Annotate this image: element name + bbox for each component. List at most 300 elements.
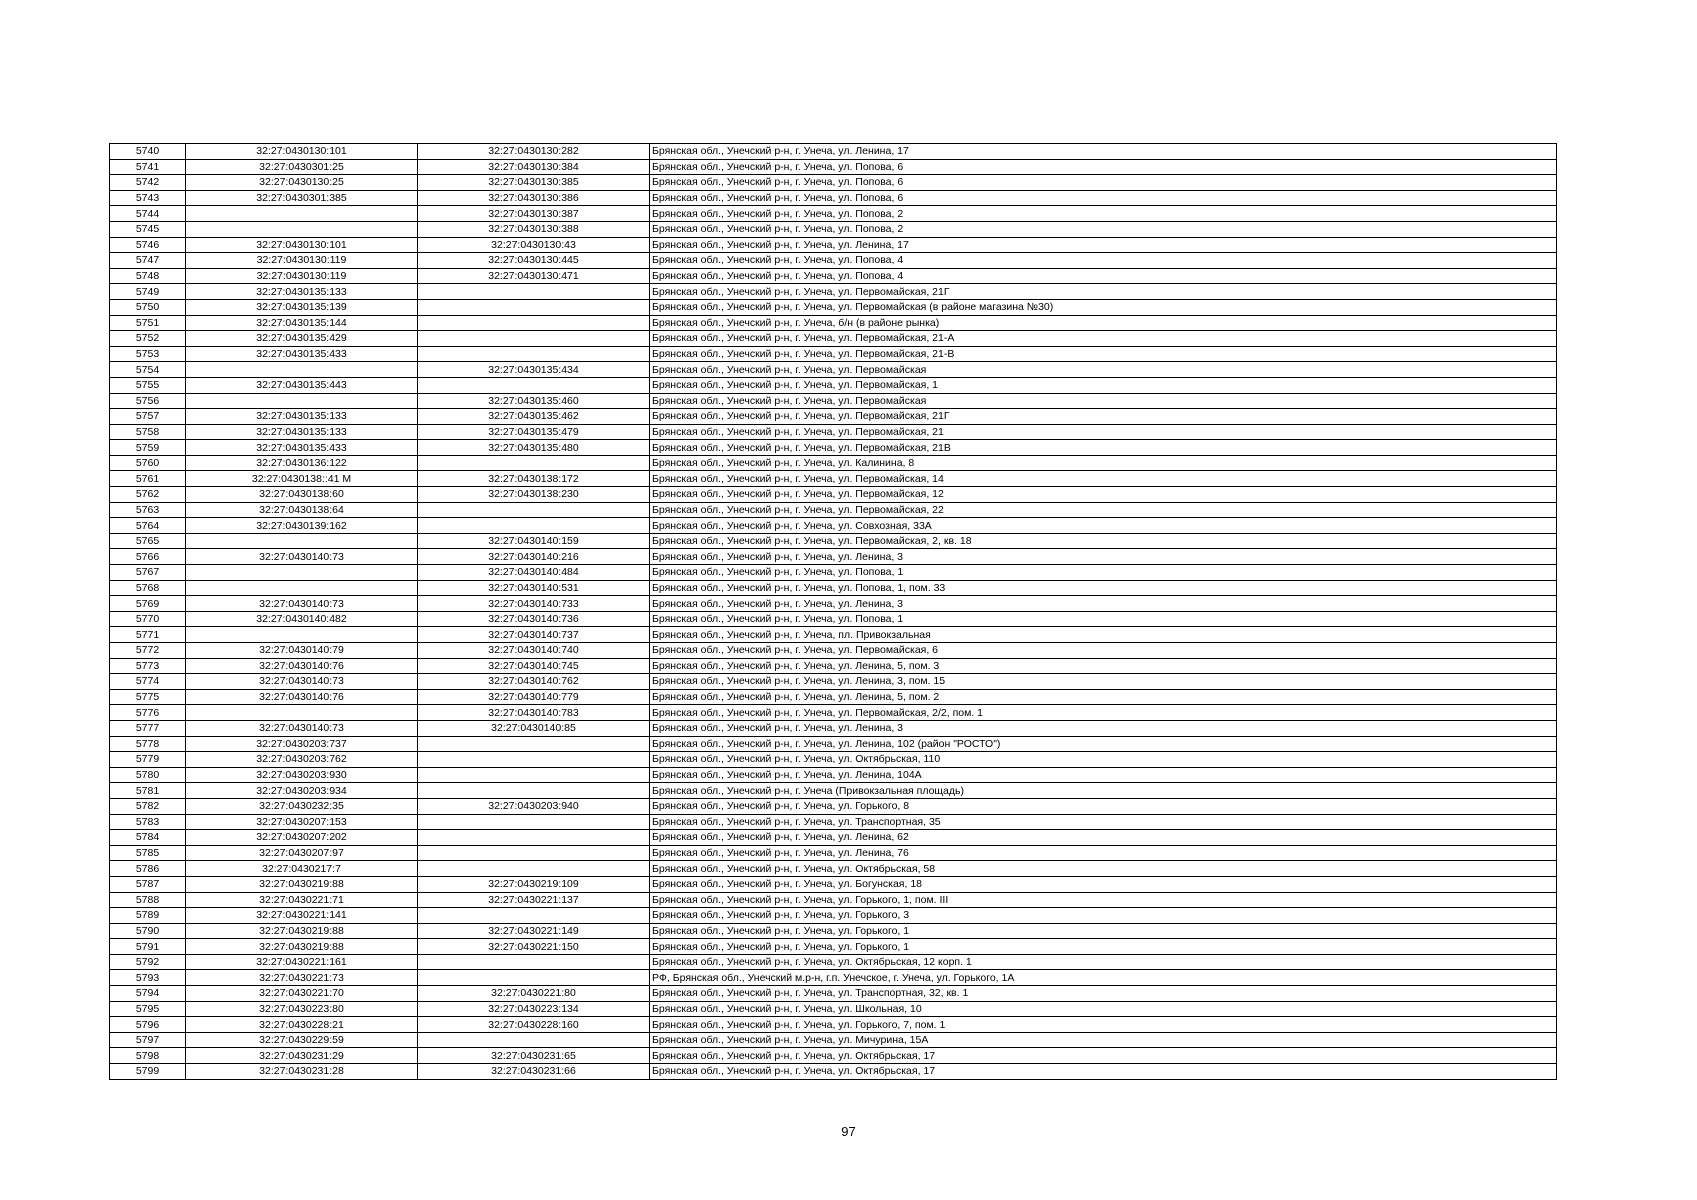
address-cell: Брянская обл., Унечский р-н, г. Унеча, ул. Ленина, 3	[650, 596, 1557, 612]
address-cell: Брянская обл., Унечский р-н, г. Унеча, ул. Первомайская, 22	[650, 502, 1557, 518]
row-number-cell: 5761	[110, 471, 186, 487]
parcel-number-cell: 32:27:0430138:60	[186, 487, 418, 503]
parcel-number-cell: 32:27:0430138::41 М	[186, 471, 418, 487]
object-number-cell: 32:27:0430140:745	[418, 658, 650, 674]
table-row	[110, 502, 1557, 518]
parcel-number-cell: 32:27:0430135:133	[186, 424, 418, 440]
parcel-number-cell: 32:27:0430228:21	[186, 1017, 418, 1033]
address-cell: Брянская обл., Унечский р-н, г. Унеча, ул. Октябрьская, 17	[650, 1048, 1557, 1064]
parcel-number-cell	[186, 533, 418, 549]
parcel-number-cell: 32:27:0430140:73	[186, 720, 418, 736]
address-cell: Брянская обл., Унечский р-н, г. Унеча, ул. Попова, 4	[650, 268, 1557, 284]
address-cell: Брянская обл., Унечский р-н, г. Унеча, ул. Первомайская, 21-А	[650, 331, 1557, 347]
object-number-cell	[418, 299, 650, 315]
table-row	[110, 970, 1557, 986]
address-cell: Брянская обл., Унечский р-н, г. Унеча, ул. Попова, 2	[650, 221, 1557, 237]
table-row	[110, 565, 1557, 581]
parcel-number-cell	[186, 393, 418, 409]
table-row	[110, 923, 1557, 939]
address-cell: Брянская обл., Унечский р-н, г. Унеча, ул. Октябрьская, 17	[650, 1064, 1557, 1080]
row-number-cell: 5775	[110, 689, 186, 705]
parcel-number-cell: 32:27:0430217:7	[186, 861, 418, 877]
table-row	[110, 331, 1557, 347]
address-cell: Брянская обл., Унечский р-н, г. Унеча, ул. Горького, 3	[650, 908, 1557, 924]
table-row	[110, 424, 1557, 440]
address-cell: Брянская обл., Унечский р-н, г. Унеча, ул. Ленина, 5, пом. 2	[650, 689, 1557, 705]
table-row	[110, 549, 1557, 565]
parcel-number-cell: 32:27:0430140:76	[186, 689, 418, 705]
address-cell: Брянская обл., Унечский р-н, г. Унеча, ул. Первомайская	[650, 393, 1557, 409]
object-number-cell	[418, 970, 650, 986]
table-row	[110, 1064, 1557, 1080]
table-row	[110, 814, 1557, 830]
row-number-cell: 5773	[110, 658, 186, 674]
object-number-cell: 32:27:0430135:460	[418, 393, 650, 409]
object-number-cell: 32:27:0430140:216	[418, 549, 650, 565]
object-number-cell: 32:27:0430221:137	[418, 892, 650, 908]
object-number-cell	[418, 1032, 650, 1048]
row-number-cell: 5782	[110, 798, 186, 814]
row-number-cell: 5785	[110, 845, 186, 861]
parcel-number-cell: 32:27:0430232:35	[186, 798, 418, 814]
table-row	[110, 253, 1557, 269]
parcel-number-cell: 32:27:0430136:122	[186, 455, 418, 471]
table-row	[110, 658, 1557, 674]
table-row	[110, 705, 1557, 721]
address-cell: Брянская обл., Унечский р-н, г. Унеча, ул. Горького, 1, пом. III	[650, 892, 1557, 908]
address-cell: Брянская обл., Унечский р-н, г. Унеча, ул. Первомайская, 1	[650, 377, 1557, 393]
row-number-cell: 5741	[110, 159, 186, 175]
object-number-cell: 32:27:0430203:940	[418, 798, 650, 814]
row-number-cell: 5780	[110, 767, 186, 783]
row-number-cell: 5747	[110, 253, 186, 269]
parcel-number-cell: 32:27:0430221:71	[186, 892, 418, 908]
parcel-number-cell: 32:27:0430223:80	[186, 1001, 418, 1017]
address-cell: Брянская обл., Унечский р-н, г. Унеча, ул. Первомайская, 2, кв. 18	[650, 533, 1557, 549]
parcel-number-cell: 32:27:0430130:119	[186, 268, 418, 284]
object-number-cell: 32:27:0430140:762	[418, 674, 650, 690]
row-number-cell: 5774	[110, 674, 186, 690]
parcel-number-cell: 32:27:0430301:385	[186, 190, 418, 206]
row-number-cell: 5790	[110, 923, 186, 939]
table-row	[110, 144, 1557, 160]
parcel-number-cell: 32:27:0430130:101	[186, 144, 418, 160]
table-row	[110, 752, 1557, 768]
table-row	[110, 611, 1557, 627]
parcel-number-cell: 32:27:0430207:202	[186, 830, 418, 846]
row-number-cell: 5742	[110, 175, 186, 191]
row-number-cell: 5786	[110, 861, 186, 877]
address-cell: Брянская обл., Унечский р-н, г. Унеча, ул. Первомайская, 2/2, пом. 1	[650, 705, 1557, 721]
object-number-cell	[418, 377, 650, 393]
table-row	[110, 377, 1557, 393]
parcel-number-cell: 32:27:0430203:737	[186, 736, 418, 752]
parcel-number-cell: 32:27:0430135:139	[186, 299, 418, 315]
address-cell: Брянская обл., Унечский р-н, г. Унеча, ул. Первомайская, 12	[650, 487, 1557, 503]
table-row	[110, 362, 1557, 378]
row-number-cell: 5789	[110, 908, 186, 924]
table-row	[110, 206, 1557, 222]
address-cell: Брянская обл., Унечский р-н, г. Унеча, ул. Первомайская, 21Г	[650, 284, 1557, 300]
row-number-cell: 5746	[110, 237, 186, 253]
object-number-cell: 32:27:0430130:43	[418, 237, 650, 253]
address-cell: Брянская обл., Унечский р-н, г. Унеча, ул. Попова, 1	[650, 565, 1557, 581]
object-number-cell: 32:27:0430140:737	[418, 627, 650, 643]
row-number-cell: 5787	[110, 876, 186, 892]
address-cell: Брянская обл., Унечский р-н, г. Унеча, ул. Транспортная, 35	[650, 814, 1557, 830]
parcel-number-cell: 32:27:0430140:73	[186, 596, 418, 612]
address-cell: Брянская обл., Унечский р-н, г. Унеча, ул. Попова, 1, пом. 33	[650, 580, 1557, 596]
table-row	[110, 393, 1557, 409]
object-number-cell	[418, 908, 650, 924]
address-cell: Брянская обл., Унечский р-н, г. Унеча, ул. Калинина, 8	[650, 455, 1557, 471]
parcel-number-cell	[186, 580, 418, 596]
object-number-cell	[418, 315, 650, 331]
parcel-number-cell	[186, 705, 418, 721]
address-cell: Брянская обл., Унечский р-н, г. Унеча, ул. Первомайская, 6	[650, 643, 1557, 659]
table-row	[110, 939, 1557, 955]
parcel-number-cell: 32:27:0430207:153	[186, 814, 418, 830]
address-cell: Брянская обл., Унечский р-н, г. Унеча, ул. Первомайская, 21Г	[650, 409, 1557, 425]
parcel-number-cell: 32:27:0430135:144	[186, 315, 418, 331]
parcel-number-cell: 32:27:0430135:433	[186, 440, 418, 456]
row-number-cell: 5794	[110, 986, 186, 1002]
table-row	[110, 455, 1557, 471]
row-number-cell: 5792	[110, 954, 186, 970]
object-number-cell: 32:27:0430130:388	[418, 221, 650, 237]
parcel-number-cell: 32:27:0430219:88	[186, 939, 418, 955]
table-row	[110, 299, 1557, 315]
row-number-cell: 5770	[110, 611, 186, 627]
table-row	[110, 596, 1557, 612]
row-number-cell: 5753	[110, 346, 186, 362]
object-number-cell	[418, 845, 650, 861]
address-cell: Брянская обл., Унечский р-н, г. Унеча, ул. Ленина, 62	[650, 830, 1557, 846]
table-row	[110, 471, 1557, 487]
address-cell: Брянская обл., Унечский р-н, г. Унеча, ул. Первомайская, 21В	[650, 440, 1557, 456]
address-cell: Брянская обл., Унечский р-н, г. Унеча, ул. Богунская, 18	[650, 876, 1557, 892]
row-number-cell: 5778	[110, 736, 186, 752]
parcel-number-cell: 32:27:0430140:73	[186, 549, 418, 565]
object-number-cell: 32:27:0430231:65	[418, 1048, 650, 1064]
row-number-cell: 5740	[110, 144, 186, 160]
address-cell: Брянская обл., Унечский р-н, г. Унеча, пл. Привокзальная	[650, 627, 1557, 643]
row-number-cell: 5748	[110, 268, 186, 284]
parcel-number-cell: 32:27:0430221:73	[186, 970, 418, 986]
parcel-number-cell	[186, 206, 418, 222]
table-row	[110, 908, 1557, 924]
address-cell: Брянская обл., Унечский р-н, г. Унеча, ул. Ленина, 3	[650, 720, 1557, 736]
row-number-cell: 5754	[110, 362, 186, 378]
object-number-cell	[418, 814, 650, 830]
object-number-cell	[418, 767, 650, 783]
address-cell: Брянская обл., Унечский р-н, г. Унеча, ул. Попова, 6	[650, 159, 1557, 175]
address-cell: Брянская обл., Унечский р-н, г. Унеча, ул. Октябрьская, 58	[650, 861, 1557, 877]
address-cell: Брянская обл., Унечский р-н, г. Унеча, ул. Ленина, 17	[650, 237, 1557, 253]
table-row	[110, 627, 1557, 643]
row-number-cell: 5788	[110, 892, 186, 908]
object-number-cell	[418, 518, 650, 534]
row-number-cell: 5769	[110, 596, 186, 612]
object-number-cell	[418, 284, 650, 300]
object-number-cell: 32:27:0430140:736	[418, 611, 650, 627]
table-row	[110, 487, 1557, 503]
parcel-number-cell: 32:27:0430203:930	[186, 767, 418, 783]
object-number-cell: 32:27:0430140:484	[418, 565, 650, 581]
object-number-cell	[418, 861, 650, 877]
row-number-cell: 5764	[110, 518, 186, 534]
parcel-number-cell: 32:27:0430207:97	[186, 845, 418, 861]
parcel-number-cell: 32:27:0430221:141	[186, 908, 418, 924]
object-number-cell	[418, 502, 650, 518]
table-row	[110, 643, 1557, 659]
row-number-cell: 5776	[110, 705, 186, 721]
object-number-cell: 32:27:0430135:462	[418, 409, 650, 425]
row-number-cell: 5783	[110, 814, 186, 830]
address-cell: Брянская обл., Унечский р-н, г. Унеча, ул. Первомайская	[650, 362, 1557, 378]
row-number-cell: 5755	[110, 377, 186, 393]
address-cell: Брянская обл., Унечский р-н, г. Унеча, ул. Мичурина, 15А	[650, 1032, 1557, 1048]
address-cell: Брянская обл., Унечский р-н, г. Унеча, ул. Транспортная, 32, кв. 1	[650, 986, 1557, 1002]
address-cell: Брянская обл., Унечский р-н, г. Унеча, ул. Попова, 6	[650, 175, 1557, 191]
address-cell: Брянская обл., Унечский р-н, г. Унеча, ул. Первомайская (в районе магазина №30)	[650, 299, 1557, 315]
object-number-cell: 32:27:0430140:159	[418, 533, 650, 549]
parcel-number-cell: 32:27:0430229:59	[186, 1032, 418, 1048]
address-cell: Брянская обл., Унечский р-н, г. Унеча, ул. Горького, 7, пом. 1	[650, 1017, 1557, 1033]
row-number-cell: 5743	[110, 190, 186, 206]
parcel-number-cell: 32:27:0430135:443	[186, 377, 418, 393]
table-row	[110, 876, 1557, 892]
object-number-cell: 32:27:0430130:282	[418, 144, 650, 160]
parcel-number-cell: 32:27:0430135:133	[186, 284, 418, 300]
row-number-cell: 5784	[110, 830, 186, 846]
object-number-cell	[418, 830, 650, 846]
address-cell: Брянская обл., Унечский р-н, г. Унеча, ул. Ленина, 17	[650, 144, 1557, 160]
address-cell: Брянская обл., Унечский р-н, г. Унеча, ул. Ленина, 3	[650, 549, 1557, 565]
parcel-number-cell	[186, 565, 418, 581]
page-number: 97	[841, 1124, 856, 1139]
address-cell: Брянская обл., Унечский р-н, г. Унеча, ул. Первомайская, 14	[650, 471, 1557, 487]
parcel-number-cell: 32:27:0430140:482	[186, 611, 418, 627]
object-number-cell: 32:27:0430138:230	[418, 487, 650, 503]
object-number-cell	[418, 331, 650, 347]
object-number-cell: 32:27:0430135:480	[418, 440, 650, 456]
object-number-cell: 32:27:0430138:172	[418, 471, 650, 487]
object-number-cell: 32:27:0430130:384	[418, 159, 650, 175]
address-cell: Брянская обл., Унечский р-н, г. Унеча, ул. Первомайская, 21-В	[650, 346, 1557, 362]
address-cell: Брянская обл., Унечский р-н, г. Унеча, ул. Школьная, 10	[650, 1001, 1557, 1017]
parcel-number-cell: 32:27:0430203:762	[186, 752, 418, 768]
row-number-cell: 5795	[110, 1001, 186, 1017]
table-row	[110, 892, 1557, 908]
parcel-number-cell: 32:27:0430139:162	[186, 518, 418, 534]
table-row	[110, 440, 1557, 456]
object-number-cell: 32:27:0430221:149	[418, 923, 650, 939]
table-row	[110, 409, 1557, 425]
parcel-number-cell: 32:27:0430135:133	[186, 409, 418, 425]
row-number-cell: 5768	[110, 580, 186, 596]
row-number-cell: 5766	[110, 549, 186, 565]
address-cell: Брянская обл., Унечский р-н, г. Унеча, ул. Горького, 1	[650, 939, 1557, 955]
address-cell: Брянская обл., Унечский р-н, г. Унеча (Привокзальная площадь)	[650, 783, 1557, 799]
parcel-number-cell	[186, 362, 418, 378]
row-number-cell: 5797	[110, 1032, 186, 1048]
parcel-number-cell: 32:27:0430130:119	[186, 253, 418, 269]
parcel-number-cell: 32:27:0430219:88	[186, 876, 418, 892]
object-number-cell: 32:27:0430231:66	[418, 1064, 650, 1080]
address-cell: Брянская обл., Унечский р-н, г. Унеча, ул. Ленина, 76	[650, 845, 1557, 861]
object-number-cell: 32:27:0430135:479	[418, 424, 650, 440]
table-row	[110, 798, 1557, 814]
row-number-cell: 5791	[110, 939, 186, 955]
table-body	[110, 144, 1557, 1080]
row-number-cell: 5751	[110, 315, 186, 331]
object-number-cell: 32:27:0430221:150	[418, 939, 650, 955]
object-number-cell	[418, 346, 650, 362]
address-cell: Брянская обл., Унечский р-н, г. Унеча, ул. Ленина, 102 (район "РОСТО")	[650, 736, 1557, 752]
row-number-cell: 5750	[110, 299, 186, 315]
table-row	[110, 1017, 1557, 1033]
parcel-number-cell: 32:27:0430135:433	[186, 346, 418, 362]
parcel-number-cell	[186, 627, 418, 643]
address-cell: Брянская обл., Унечский р-н, г. Унеча, ул. Попова, 2	[650, 206, 1557, 222]
parcel-number-cell: 32:27:0430203:934	[186, 783, 418, 799]
object-number-cell: 32:27:0430140:531	[418, 580, 650, 596]
parcel-number-cell: 32:27:0430140:79	[186, 643, 418, 659]
address-cell: Брянская обл., Унечский р-н, г. Унеча, ул. Октябрьская, 110	[650, 752, 1557, 768]
row-number-cell: 5756	[110, 393, 186, 409]
object-number-cell	[418, 736, 650, 752]
table-row	[110, 1048, 1557, 1064]
table-row	[110, 845, 1557, 861]
address-cell: Брянская обл., Унечский р-н, г. Унеча, ул. Попова, 4	[650, 253, 1557, 269]
parcel-number-cell	[186, 221, 418, 237]
row-number-cell: 5757	[110, 409, 186, 425]
table-row	[110, 159, 1557, 175]
address-cell: Брянская обл., Унечский р-н, г. Унеча, ул. Ленина, 104А	[650, 767, 1557, 783]
address-cell: Брянская обл., Унечский р-н, г. Унеча, ул. Совхозная, 33А	[650, 518, 1557, 534]
table-row	[110, 986, 1557, 1002]
data-table	[109, 143, 1557, 1080]
row-number-cell: 5771	[110, 627, 186, 643]
table-row	[110, 315, 1557, 331]
table-row	[110, 346, 1557, 362]
object-number-cell: 32:27:0430140:733	[418, 596, 650, 612]
table-row	[110, 767, 1557, 783]
object-number-cell: 32:27:0430135:434	[418, 362, 650, 378]
parcel-number-cell: 32:27:0430231:29	[186, 1048, 418, 1064]
parcel-number-cell: 32:27:0430140:73	[186, 674, 418, 690]
table-row	[110, 284, 1557, 300]
row-number-cell: 5799	[110, 1064, 186, 1080]
row-number-cell: 5779	[110, 752, 186, 768]
row-number-cell: 5772	[110, 643, 186, 659]
object-number-cell	[418, 455, 650, 471]
address-cell: Брянская обл., Унечский р-н, г. Унеча, ул. Горького, 1	[650, 923, 1557, 939]
table-row	[110, 1001, 1557, 1017]
table-row	[110, 175, 1557, 191]
row-number-cell: 5759	[110, 440, 186, 456]
table-row	[110, 533, 1557, 549]
table-row	[110, 674, 1557, 690]
table-row	[110, 268, 1557, 284]
address-cell: Брянская обл., Унечский р-н, г. Унеча, ул. Попова, 6	[650, 190, 1557, 206]
parcel-number-cell: 32:27:0430130:101	[186, 237, 418, 253]
address-cell: Брянская обл., Унечский р-н, г. Унеча, ул. Первомайская, 21	[650, 424, 1557, 440]
row-number-cell: 5798	[110, 1048, 186, 1064]
object-number-cell: 32:27:0430140:783	[418, 705, 650, 721]
parcel-number-cell: 32:27:0430219:88	[186, 923, 418, 939]
table-row	[110, 221, 1557, 237]
object-number-cell: 32:27:0430130:471	[418, 268, 650, 284]
object-number-cell: 32:27:0430130:386	[418, 190, 650, 206]
row-number-cell: 5745	[110, 221, 186, 237]
parcel-number-cell: 32:27:0430130:25	[186, 175, 418, 191]
row-number-cell: 5793	[110, 970, 186, 986]
row-number-cell: 5749	[110, 284, 186, 300]
object-number-cell: 32:27:0430140:779	[418, 689, 650, 705]
table-row	[110, 190, 1557, 206]
object-number-cell: 32:27:0430140:85	[418, 720, 650, 736]
object-number-cell: 32:27:0430130:387	[418, 206, 650, 222]
address-cell: Брянская обл., Унечский р-н, г. Унеча, ул. Ленина, 3, пом. 15	[650, 674, 1557, 690]
object-number-cell: 32:27:0430228:160	[418, 1017, 650, 1033]
table-row	[110, 518, 1557, 534]
address-cell: Брянская обл., Унечский р-н, г. Унеча, ул. Октябрьская, 12 корп. 1	[650, 954, 1557, 970]
row-number-cell: 5762	[110, 487, 186, 503]
table-row	[110, 580, 1557, 596]
object-number-cell	[418, 752, 650, 768]
object-number-cell: 32:27:0430223:134	[418, 1001, 650, 1017]
row-number-cell: 5765	[110, 533, 186, 549]
object-number-cell: 32:27:0430140:740	[418, 643, 650, 659]
row-number-cell: 5763	[110, 502, 186, 518]
table-row	[110, 1032, 1557, 1048]
row-number-cell: 5752	[110, 331, 186, 347]
table-row	[110, 861, 1557, 877]
row-number-cell: 5758	[110, 424, 186, 440]
row-number-cell: 5781	[110, 783, 186, 799]
address-cell: Брянская обл., Унечский р-н, г. Унеча, ул. Попова, 1	[650, 611, 1557, 627]
parcel-number-cell: 32:27:0430135:429	[186, 331, 418, 347]
address-cell: РФ, Брянская обл., Унечский м.р-н, г.п. Унечское, г. Унеча, ул. Горького, 1А	[650, 970, 1557, 986]
table-row	[110, 720, 1557, 736]
row-number-cell: 5777	[110, 720, 186, 736]
row-number-cell: 5796	[110, 1017, 186, 1033]
parcel-number-cell: 32:27:0430221:70	[186, 986, 418, 1002]
object-number-cell	[418, 783, 650, 799]
object-number-cell	[418, 954, 650, 970]
table-row	[110, 954, 1557, 970]
table-row	[110, 736, 1557, 752]
row-number-cell: 5744	[110, 206, 186, 222]
address-cell: Брянская обл., Унечский р-н, г. Унеча, ул. Горького, 8	[650, 798, 1557, 814]
address-cell: Брянская обл., Унечский р-н, г. Унеча, ул. Ленина, 5, пом. 3	[650, 658, 1557, 674]
object-number-cell: 32:27:0430130:385	[418, 175, 650, 191]
table-row	[110, 830, 1557, 846]
object-number-cell: 32:27:0430130:445	[418, 253, 650, 269]
row-number-cell: 5760	[110, 455, 186, 471]
parcel-number-cell: 32:27:0430231:28	[186, 1064, 418, 1080]
table-row	[110, 237, 1557, 253]
row-number-cell: 5767	[110, 565, 186, 581]
table-row	[110, 689, 1557, 705]
parcel-number-cell: 32:27:0430140:76	[186, 658, 418, 674]
object-number-cell: 32:27:0430219:109	[418, 876, 650, 892]
object-number-cell: 32:27:0430221:80	[418, 986, 650, 1002]
parcel-number-cell: 32:27:0430221:161	[186, 954, 418, 970]
address-cell: Брянская обл., Унечский р-н, г. Унеча, б/н (в районе рынка)	[650, 315, 1557, 331]
